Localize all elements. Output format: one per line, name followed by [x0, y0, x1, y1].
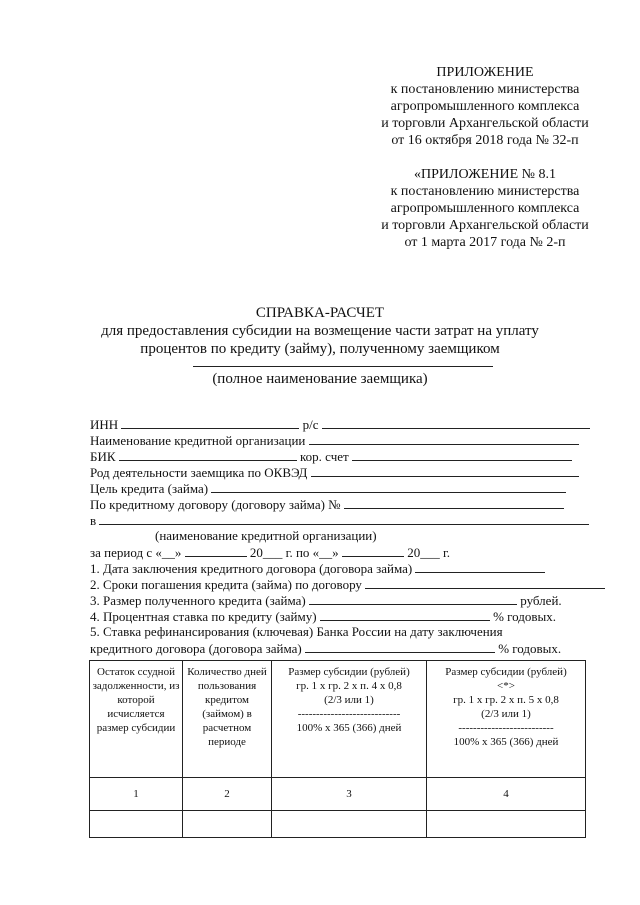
item1-row — [90, 560, 545, 576]
in-label: в — [90, 513, 97, 528]
item5-unit: % годовых. — [498, 641, 562, 656]
contract-row — [90, 496, 564, 512]
borrower-name-field[interactable] — [193, 366, 493, 367]
bik-row — [90, 448, 572, 464]
table-number-cell: 2 — [183, 778, 272, 811]
item2-row — [90, 576, 605, 592]
item1-field[interactable] — [415, 560, 545, 573]
item5-label: кредитного договора (договора займа) — [90, 641, 302, 656]
table-header-cell: Размер субсидии (рублей) <*> гр. 1 x гр. 2 x п. 5 x 0,8 (2/3 или 1) -------------------------- 100% x 365 (366) дней — [427, 661, 586, 778]
appendix-line: «ПРИЛОЖЕНИЕ № 8.1 — [414, 167, 556, 182]
document-title: СПРАВКА-РАСЧЕТ — [255, 305, 385, 321]
item3-field[interactable] — [309, 592, 517, 605]
item3-label: 3. Размер полученного кредита (займа) — [90, 593, 306, 608]
table-input-cell[interactable] — [427, 811, 586, 838]
item5-row — [90, 640, 561, 656]
table-header-cell: Количество дней пользования кредитом (займом) в расчетном периоде — [183, 661, 272, 778]
period-to-month-field[interactable] — [342, 544, 404, 557]
appendix-header-current — [350, 64, 620, 149]
purpose-label: Цель кредита (займа) — [90, 481, 209, 496]
appendix-line: к постановлению министерства — [390, 82, 580, 97]
table-number-cell: 1 — [90, 778, 183, 811]
appendix-line: и торговли Архангельской области — [381, 218, 589, 233]
appendix-line: и торговли Архангельской области — [381, 116, 589, 131]
kor-field[interactable] — [352, 448, 572, 461]
contract-label: По кредитному договору (договору займа) № — [90, 497, 341, 512]
item4-field[interactable] — [320, 608, 490, 621]
period-row — [90, 544, 450, 560]
table-number-cell: 4 — [427, 778, 586, 811]
bik-label: БИК — [90, 449, 116, 464]
item3-unit: рублей. — [520, 593, 562, 608]
item2-field[interactable] — [365, 576, 605, 589]
table-header-row — [90, 661, 586, 778]
bank-caption: (наименование кредитной организации) — [155, 528, 377, 543]
contract-field[interactable] — [344, 496, 564, 509]
inn-label: ИНН — [90, 417, 119, 432]
period-from-label: за период с «__» — [90, 545, 182, 560]
appendix-header-original — [350, 166, 620, 251]
bank-name-label: Наименование кредитной организации — [90, 433, 306, 448]
appendix-line: агропромышленного комплекса — [390, 99, 580, 114]
bank-row — [90, 512, 589, 528]
table-header-cell: Остаток ссудной задолженности, из которой исчисляется размер субсидии — [90, 661, 183, 778]
rs-field[interactable] — [322, 416, 590, 429]
appendix-line: от 16 октября 2018 года № 32-п — [391, 133, 579, 148]
item2-label: 2. Сроки погашения кредита (займа) по договору — [90, 577, 362, 592]
appendix-line: агропромышленного комплекса — [390, 201, 580, 216]
purpose-row — [90, 480, 566, 496]
table-number-row — [90, 778, 586, 811]
item3-row — [90, 592, 562, 608]
inn-row — [90, 416, 590, 432]
table-number-cell: 3 — [272, 778, 427, 811]
borrower-name-caption: (полное наименование заемщика) — [212, 371, 428, 387]
item5-field[interactable] — [305, 640, 495, 653]
subsidy-table — [89, 660, 586, 838]
item4-label: 4. Процентная ставка по кредиту (займу) — [90, 609, 317, 624]
table-data-row — [90, 811, 586, 838]
purpose-field[interactable] — [211, 480, 566, 493]
bank-name-field[interactable] — [309, 432, 579, 445]
okved-label: Род деятельности заемщика по ОКВЭД — [90, 465, 308, 480]
period-from-month-field[interactable] — [185, 544, 247, 557]
period-to-label: 20___ г. по «__» — [249, 545, 339, 560]
table-input-cell[interactable] — [272, 811, 427, 838]
table-input-cell[interactable] — [90, 811, 183, 838]
bank-field[interactable] — [99, 512, 589, 525]
table-header-cell: Размер субсидии (рублей) гр. 1 x гр. 2 x п. 4 x 0,8 (2/3 или 1) ---------------------------- 100% x 365 (366) дней — [272, 661, 427, 778]
okved-field[interactable] — [311, 464, 579, 477]
item1-label: 1. Дата заключения кредитного договора (договора займа) — [90, 561, 413, 576]
period-end-label: 20___ г. — [407, 545, 451, 560]
appendix-line: от 1 марта 2017 года № 2-п — [404, 235, 566, 250]
table-input-cell[interactable] — [183, 811, 272, 838]
appendix-line: ПРИЛОЖЕНИЕ — [436, 65, 534, 80]
rs-label: р/с — [302, 417, 319, 432]
bank-name-row — [90, 432, 579, 448]
item5-line1: 5. Ставка рефинансирования (ключевая) Банка России на дату заключения — [90, 624, 503, 639]
okved-row — [90, 464, 579, 480]
document-subtitle-line2: процентов по кредиту (займу), полученному заемщиком — [140, 341, 500, 357]
item4-unit: % годовых. — [493, 609, 557, 624]
kor-label: кор. счет — [300, 449, 349, 464]
inn-field[interactable] — [121, 416, 299, 429]
bik-field[interactable] — [119, 448, 297, 461]
appendix-line: к постановлению министерства — [390, 184, 580, 199]
item4-row — [90, 608, 556, 624]
document-subtitle-line1: для предоставления субсидии на возмещение части затрат на уплату — [101, 323, 539, 339]
